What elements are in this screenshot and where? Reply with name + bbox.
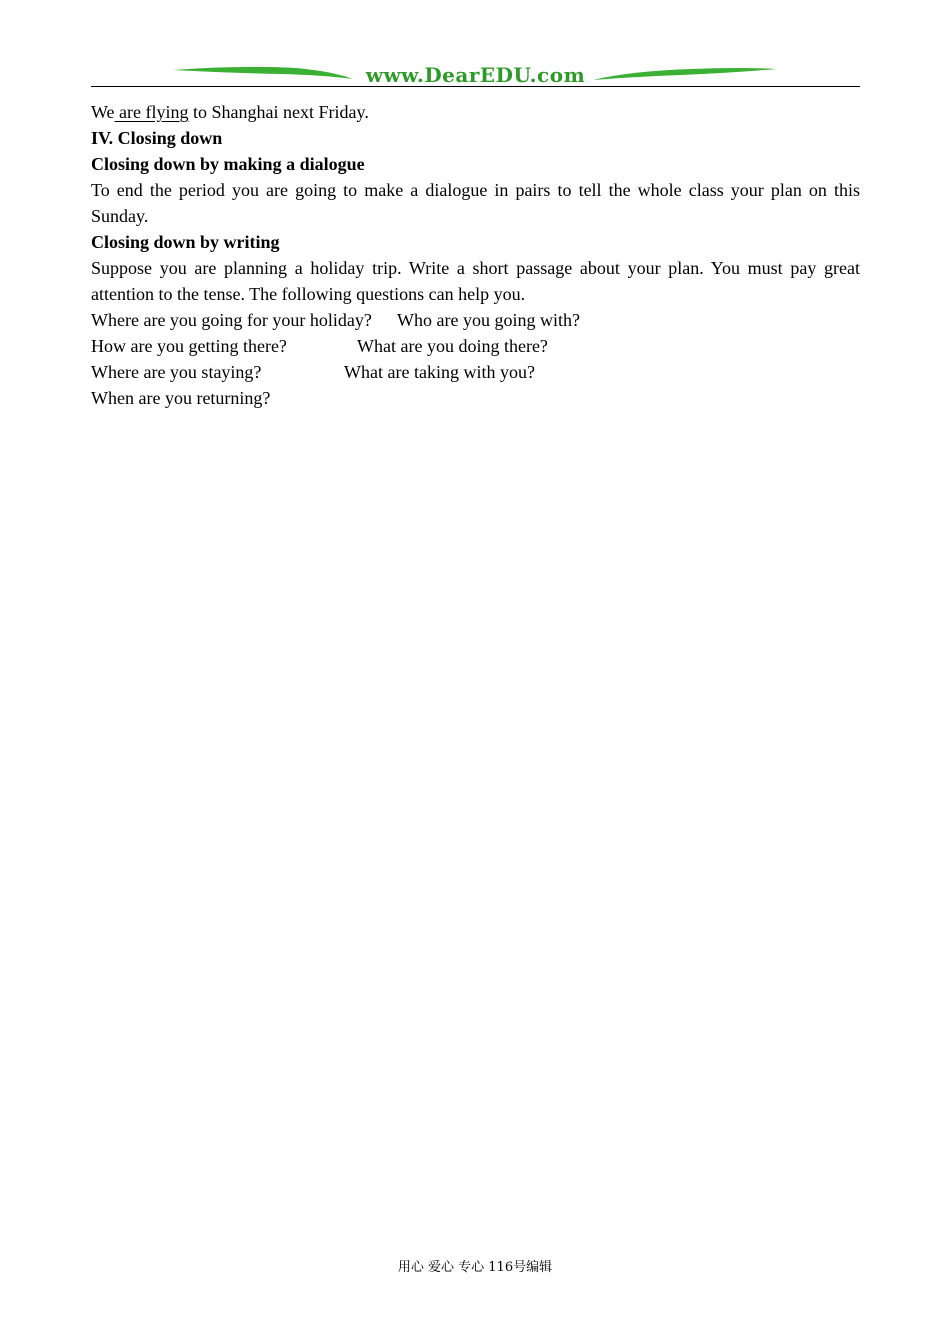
question: Who are you going with? — [397, 310, 580, 330]
example-before: We — [91, 102, 115, 122]
question: How are you getting there? — [91, 336, 287, 356]
question-row — [91, 359, 860, 385]
header-rule — [91, 86, 860, 87]
page-footer: 用心 爱心 专心 116号编辑 — [397, 1260, 553, 1275]
question-row — [91, 333, 860, 359]
section-heading: IV. Closing down — [91, 128, 223, 148]
page-header — [91, 60, 860, 90]
question: Where are you going for your holiday? — [91, 310, 372, 330]
example-after: to Shanghai next Friday. — [188, 102, 369, 122]
question: Where are you staying? — [91, 362, 262, 382]
paragraph-writing: Suppose you are planning a holiday trip. Write a short passage about your plan. You must pay great attention to the tense. The following questions can help you. — [91, 258, 860, 304]
paragraph-dialogue: To end the period you are going to make a dialogue in pairs to tell the whole class your plan on this Sunday. — [91, 180, 860, 226]
question: What are taking with you? — [344, 362, 535, 382]
example-underlined: are flying — [114, 102, 189, 122]
question: When are you returning? — [91, 388, 271, 408]
subheading-writing: Closing down by writing — [91, 232, 280, 252]
example-sentence — [91, 99, 860, 125]
question-row — [91, 307, 860, 333]
logo-text: www.DearEDU.com — [365, 63, 586, 87]
subheading-dialogue: Closing down by making a dialogue — [91, 154, 365, 174]
document-body — [91, 99, 860, 411]
question-row — [91, 385, 860, 411]
question: What are you doing there? — [357, 336, 548, 356]
